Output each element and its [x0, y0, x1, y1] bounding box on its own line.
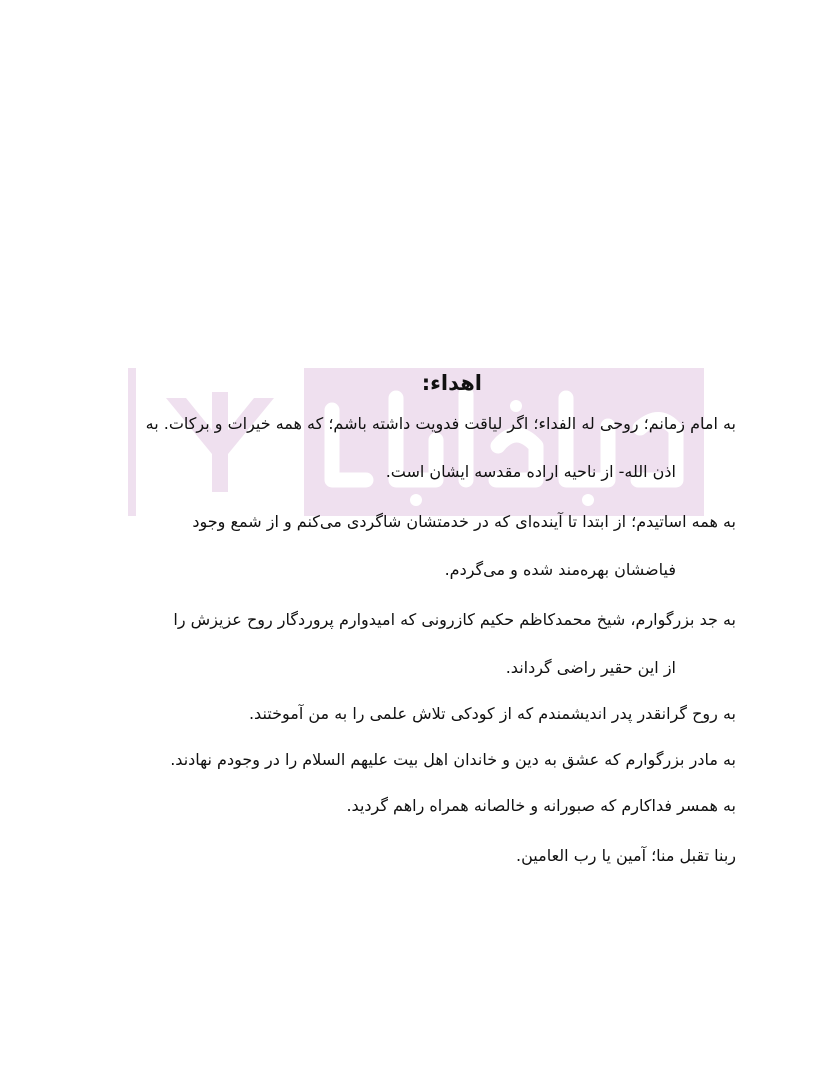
paragraph-line: به مادر بزرگوارم که عشق به دین و خاندان اهل بیت علیهم السلام را در وجودم نهادند. [170, 750, 736, 769]
paragraph-line: به امام زمانم؛ روحی له الفداء؛ اگر لیاقت فدویت داشته باشم؛ که همه خیرات و برکات. به [145, 414, 736, 433]
paragraph-line: از این حقیر راضی گرداند. [505, 658, 676, 677]
paragraph-line: به روح گرانقدر پدر اندیشمندم که از کودکی تلاش علمی را به من آموختند. [248, 704, 736, 723]
paragraph-line: به همسر فداکارم که صبورانه و خالصانه همراه راهم گردید. [346, 796, 736, 815]
paragraph-line: به جد بزرگوارم، شیخ محمدکاظم حکیم کازرونی که امیدوارم پروردگار روح عزیزش را [173, 610, 736, 629]
dedication-closing-prayer [76, 832, 736, 880]
dedication-paragraph-grandfather [76, 596, 736, 692]
dedication-paragraph-mother [76, 736, 736, 784]
dedication-paragraph-father [76, 690, 736, 738]
dedication-paragraph-wife [76, 782, 736, 830]
paragraph-line: ربنا تقبل منا؛ آمین یا رب العامین. [516, 846, 736, 865]
dedication-paragraph-imam [76, 400, 736, 496]
dedication-title: اهداء: [421, 371, 482, 395]
paragraph-line: فیاضشان بهره‌مند شده و می‌گردم. [444, 560, 676, 579]
dedication-paragraph-teachers [76, 498, 736, 594]
paragraph-line: به همه اساتیدم؛ از ابتدا تا آینده‌ای که در خدمتشان شاگردی می‌کنم و از شمع وجود [192, 512, 736, 531]
paragraph-line: اذن الله- از ناحیه اراده مقدسه ایشان است. [385, 462, 676, 481]
